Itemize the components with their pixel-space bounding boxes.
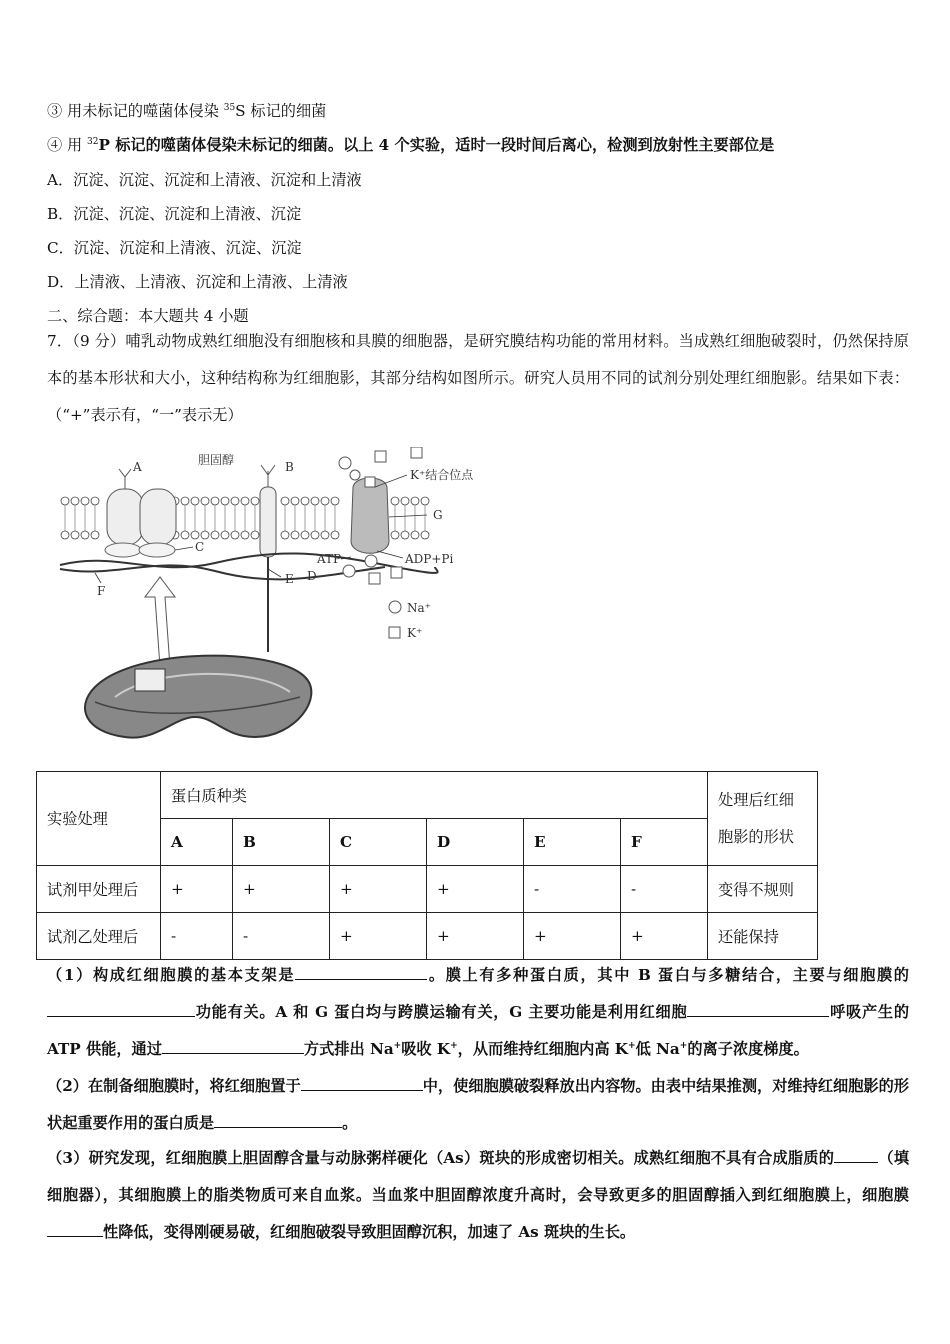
col-d: D	[427, 819, 524, 866]
zoom-arrow	[145, 577, 175, 667]
col-a: A	[161, 819, 233, 866]
label-a: A	[133, 460, 142, 474]
table-row: 试剂甲处理后 + + + + - - 变得不规则	[37, 866, 818, 913]
option-d: D．上清液、上清液、沉淀和上清液、上清液	[47, 273, 348, 291]
header-shape: 处理后红细 胞影的形状	[708, 772, 818, 866]
col-e: E	[524, 819, 621, 866]
col-f: F	[621, 819, 708, 866]
blank-3[interactable]	[687, 1002, 829, 1017]
label-g: G	[433, 508, 443, 522]
blank-5[interactable]	[301, 1076, 423, 1091]
col-b: B	[233, 819, 330, 866]
svg-text:K⁺: K⁺	[407, 626, 423, 640]
subquestion-3: （3）研究发现，红细胞膜上胆固醇含量与动脉粥样硬化（As）斑块的形成密切相关。成熟红细胞不具有合成脂质的 （填细胞器），其细胞膜上的脂类物质可来自血浆。当血浆中胆固醇浓度升高时，会导致更多的胆固醇插入到红细胞膜上，细胞膜性降低，变得刚硬易破，红细胞破裂导致胆固醇沉积，加速了 As 斑块的生长。	[47, 1149, 910, 1241]
header-protein: 蛋白质种类	[161, 772, 708, 819]
protein-g	[351, 477, 389, 553]
section-heading: 二、综合题：本大题共 4 小题	[47, 307, 249, 325]
header-treatment: 实验处理	[37, 772, 161, 866]
membrane-figure	[55, 447, 515, 747]
red-cell-ghost	[85, 656, 311, 738]
label-d: D	[307, 569, 317, 583]
statement-4: ④ 用 $^{32}$P 标记的噬菌体侵染未标记的细菌。以上 4 个实验，适时一段时间后离心，检测到放射性主要部位是	[47, 136, 775, 154]
label-b: B	[285, 460, 294, 474]
option-b: B．沉淀、沉淀、沉淀和上清液、沉淀	[47, 205, 302, 223]
blank-2[interactable]	[47, 1002, 195, 1017]
label-k-site: K⁺结合位点	[410, 468, 474, 482]
option-c: C．沉淀、沉淀和上清液、沉淀、沉淀	[47, 239, 302, 257]
label-f: F	[97, 584, 106, 598]
subquestion-2: （2）在制备细胞膜时，将红细胞置于 中，使细胞膜破裂释放出内容物。由表中结果推测，对维持红细胞影的形状起重要作用的蛋白质是 。	[47, 1077, 909, 1132]
label-e: E	[285, 572, 294, 586]
subquestion-1: （1）构成红细胞膜的基本支架是 。膜上有多种蛋白质，其中 B 蛋白与多糖结合，主要与细胞膜的功能有关。A 和 G 蛋白均与跨膜运输有关，G 主要功能是利用红细胞 呼吸产生的 ATP 供能，通过 方式排出 Na+吸收 K+，从而维持红细胞内高 K+低 Na+的离子浓度梯度。	[47, 966, 910, 1058]
col-c: C	[330, 819, 427, 866]
cytoskeleton-f	[60, 553, 438, 652]
protein-b	[260, 465, 276, 557]
blank-8[interactable]	[47, 1222, 103, 1237]
label-cholesterol: 胆固醇	[198, 453, 235, 467]
blank-7[interactable]	[834, 1148, 878, 1163]
protein-c	[105, 543, 175, 557]
statement-3: ③ 用未标记的噬菌体侵染 $^{35}$S 标记的细菌	[47, 102, 327, 120]
results-table	[36, 771, 818, 960]
blank-6[interactable]	[214, 1113, 342, 1128]
blank-1[interactable]	[295, 965, 427, 980]
question-7-stem: 7．（9 分）哺乳动物成熟红细胞没有细胞核和具膜的细胞器，是研究膜结构功能的常用材料。当成熟红细胞破裂时，仍然保持原本的基本形状和大小，这种结构称为红细胞影，其部分结构如图所示。研究人员用不同的试剂分别处理红细胞影。结果如下表：（“+”表示有，“一”表示无）	[47, 332, 909, 424]
svg-text:Na⁺: Na⁺	[407, 601, 431, 615]
protein-a	[107, 469, 176, 545]
ion-legend	[389, 601, 431, 640]
table-row: 试剂乙处理后 - - + + + + 还能保持	[37, 913, 818, 960]
option-a: A．沉淀、沉淀、沉淀和上清液、沉淀和上清液	[47, 171, 362, 189]
label-adp: ADP+Pi	[405, 552, 454, 566]
label-atp: ATP	[317, 552, 342, 566]
label-c: C	[195, 540, 205, 554]
blank-4[interactable]	[162, 1039, 304, 1054]
